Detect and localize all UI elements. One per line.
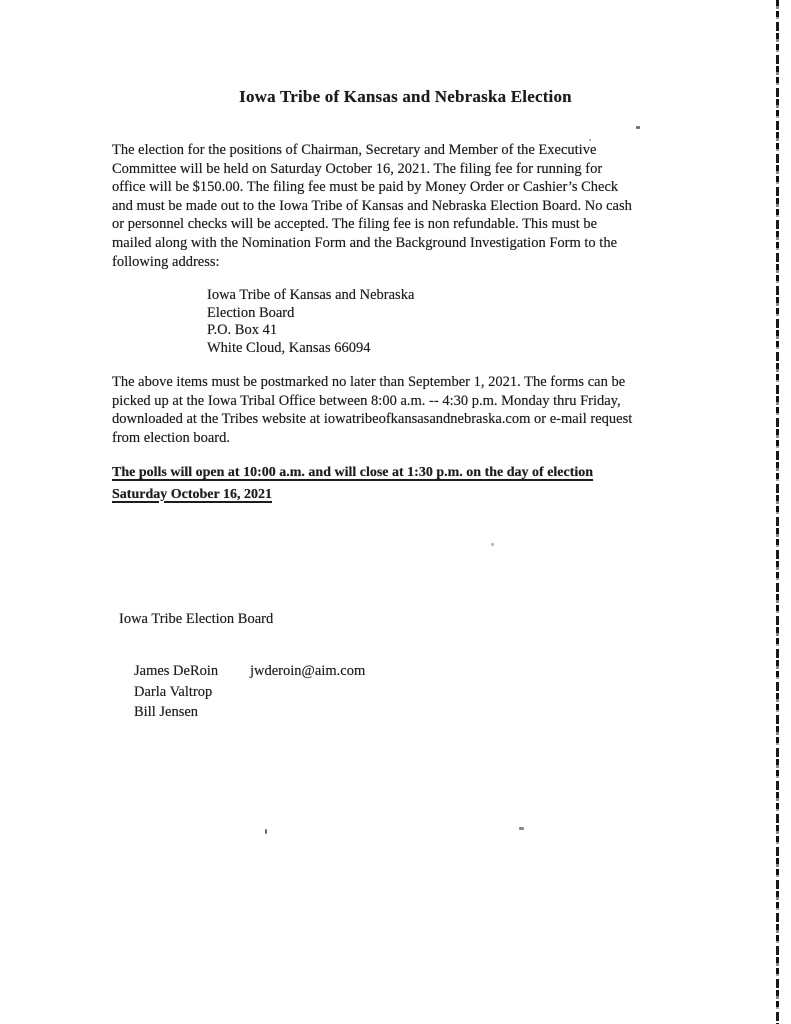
polls-notice: [112, 462, 593, 505]
board-member-row: [134, 702, 365, 723]
scan-speck: [491, 543, 494, 546]
text-line: from election board.: [112, 429, 230, 446]
board-heading: Iowa Tribe Election Board: [119, 611, 274, 627]
polls-notice-line: [112, 462, 593, 484]
board-member-row: [134, 661, 365, 682]
text-line: office will be $150.00. The filing fee must be paid by Money Order or Cashier’s Check: [112, 179, 619, 196]
postmark-paragraph: [112, 373, 632, 447]
polls-notice-text: Saturday October 16, 2021: [112, 486, 272, 502]
member-name: Darla Valtrop: [134, 683, 213, 700]
document-title: Iowa Tribe of Kansas and Nebraska Election: [239, 87, 572, 106]
member-name: James DeRoin: [134, 663, 219, 679]
address-line: White Cloud, Kansas 66094: [207, 339, 371, 356]
scan-speck: [519, 827, 524, 830]
text-line: following address:: [112, 253, 220, 270]
address-line: Election Board: [207, 304, 295, 321]
scan-speck: [636, 126, 640, 129]
text-line: The election for the positions of Chairman, Secretary and Member of the Executive: [112, 142, 597, 158]
text-line: and must be made out to the Iowa Tribe of Kansas and Nebraska Election Board. No cash: [112, 197, 632, 214]
polls-notice-line: [112, 484, 593, 506]
member-email: jwderoin@aim.com: [250, 663, 366, 679]
text-line: or personnel checks will be accepted. The filing fee is non refundable. This must be: [112, 216, 598, 233]
scan-speck: [265, 829, 267, 834]
board-member-row: [134, 682, 365, 703]
scan-speck: [589, 139, 591, 141]
text-line: downloaded at the Tribes website at iowatribeofkansasandnebraska.com or e-mail request: [112, 411, 633, 428]
intro-paragraph: [112, 141, 632, 271]
polls-notice-text: The polls will open at 10:00 a.m. and will close at 1:30 p.m. on the day of election: [112, 465, 594, 480]
board-members-list: [134, 661, 365, 723]
text-line: mailed along with the Nomination Form and the Background Investigation Form to the: [112, 234, 618, 251]
address-line: P.O. Box 41: [207, 322, 278, 338]
member-name: Bill Jensen: [134, 704, 199, 721]
text-line: picked up at the Iowa Tribal Office between 8:00 a.m. -- 4:30 p.m. Monday thru Friday,: [112, 392, 621, 409]
text-line: The above items must be postmarked no later than September 1, 2021. The forms can be: [112, 374, 626, 390]
scan-edge-artifact-line: [776, 0, 779, 1024]
text-line: Committee will be held on Saturday October 16, 2021. The filing fee for running for: [112, 160, 603, 177]
address-line: Iowa Tribe of Kansas and Nebraska: [207, 287, 415, 303]
mailing-address: [207, 287, 414, 357]
